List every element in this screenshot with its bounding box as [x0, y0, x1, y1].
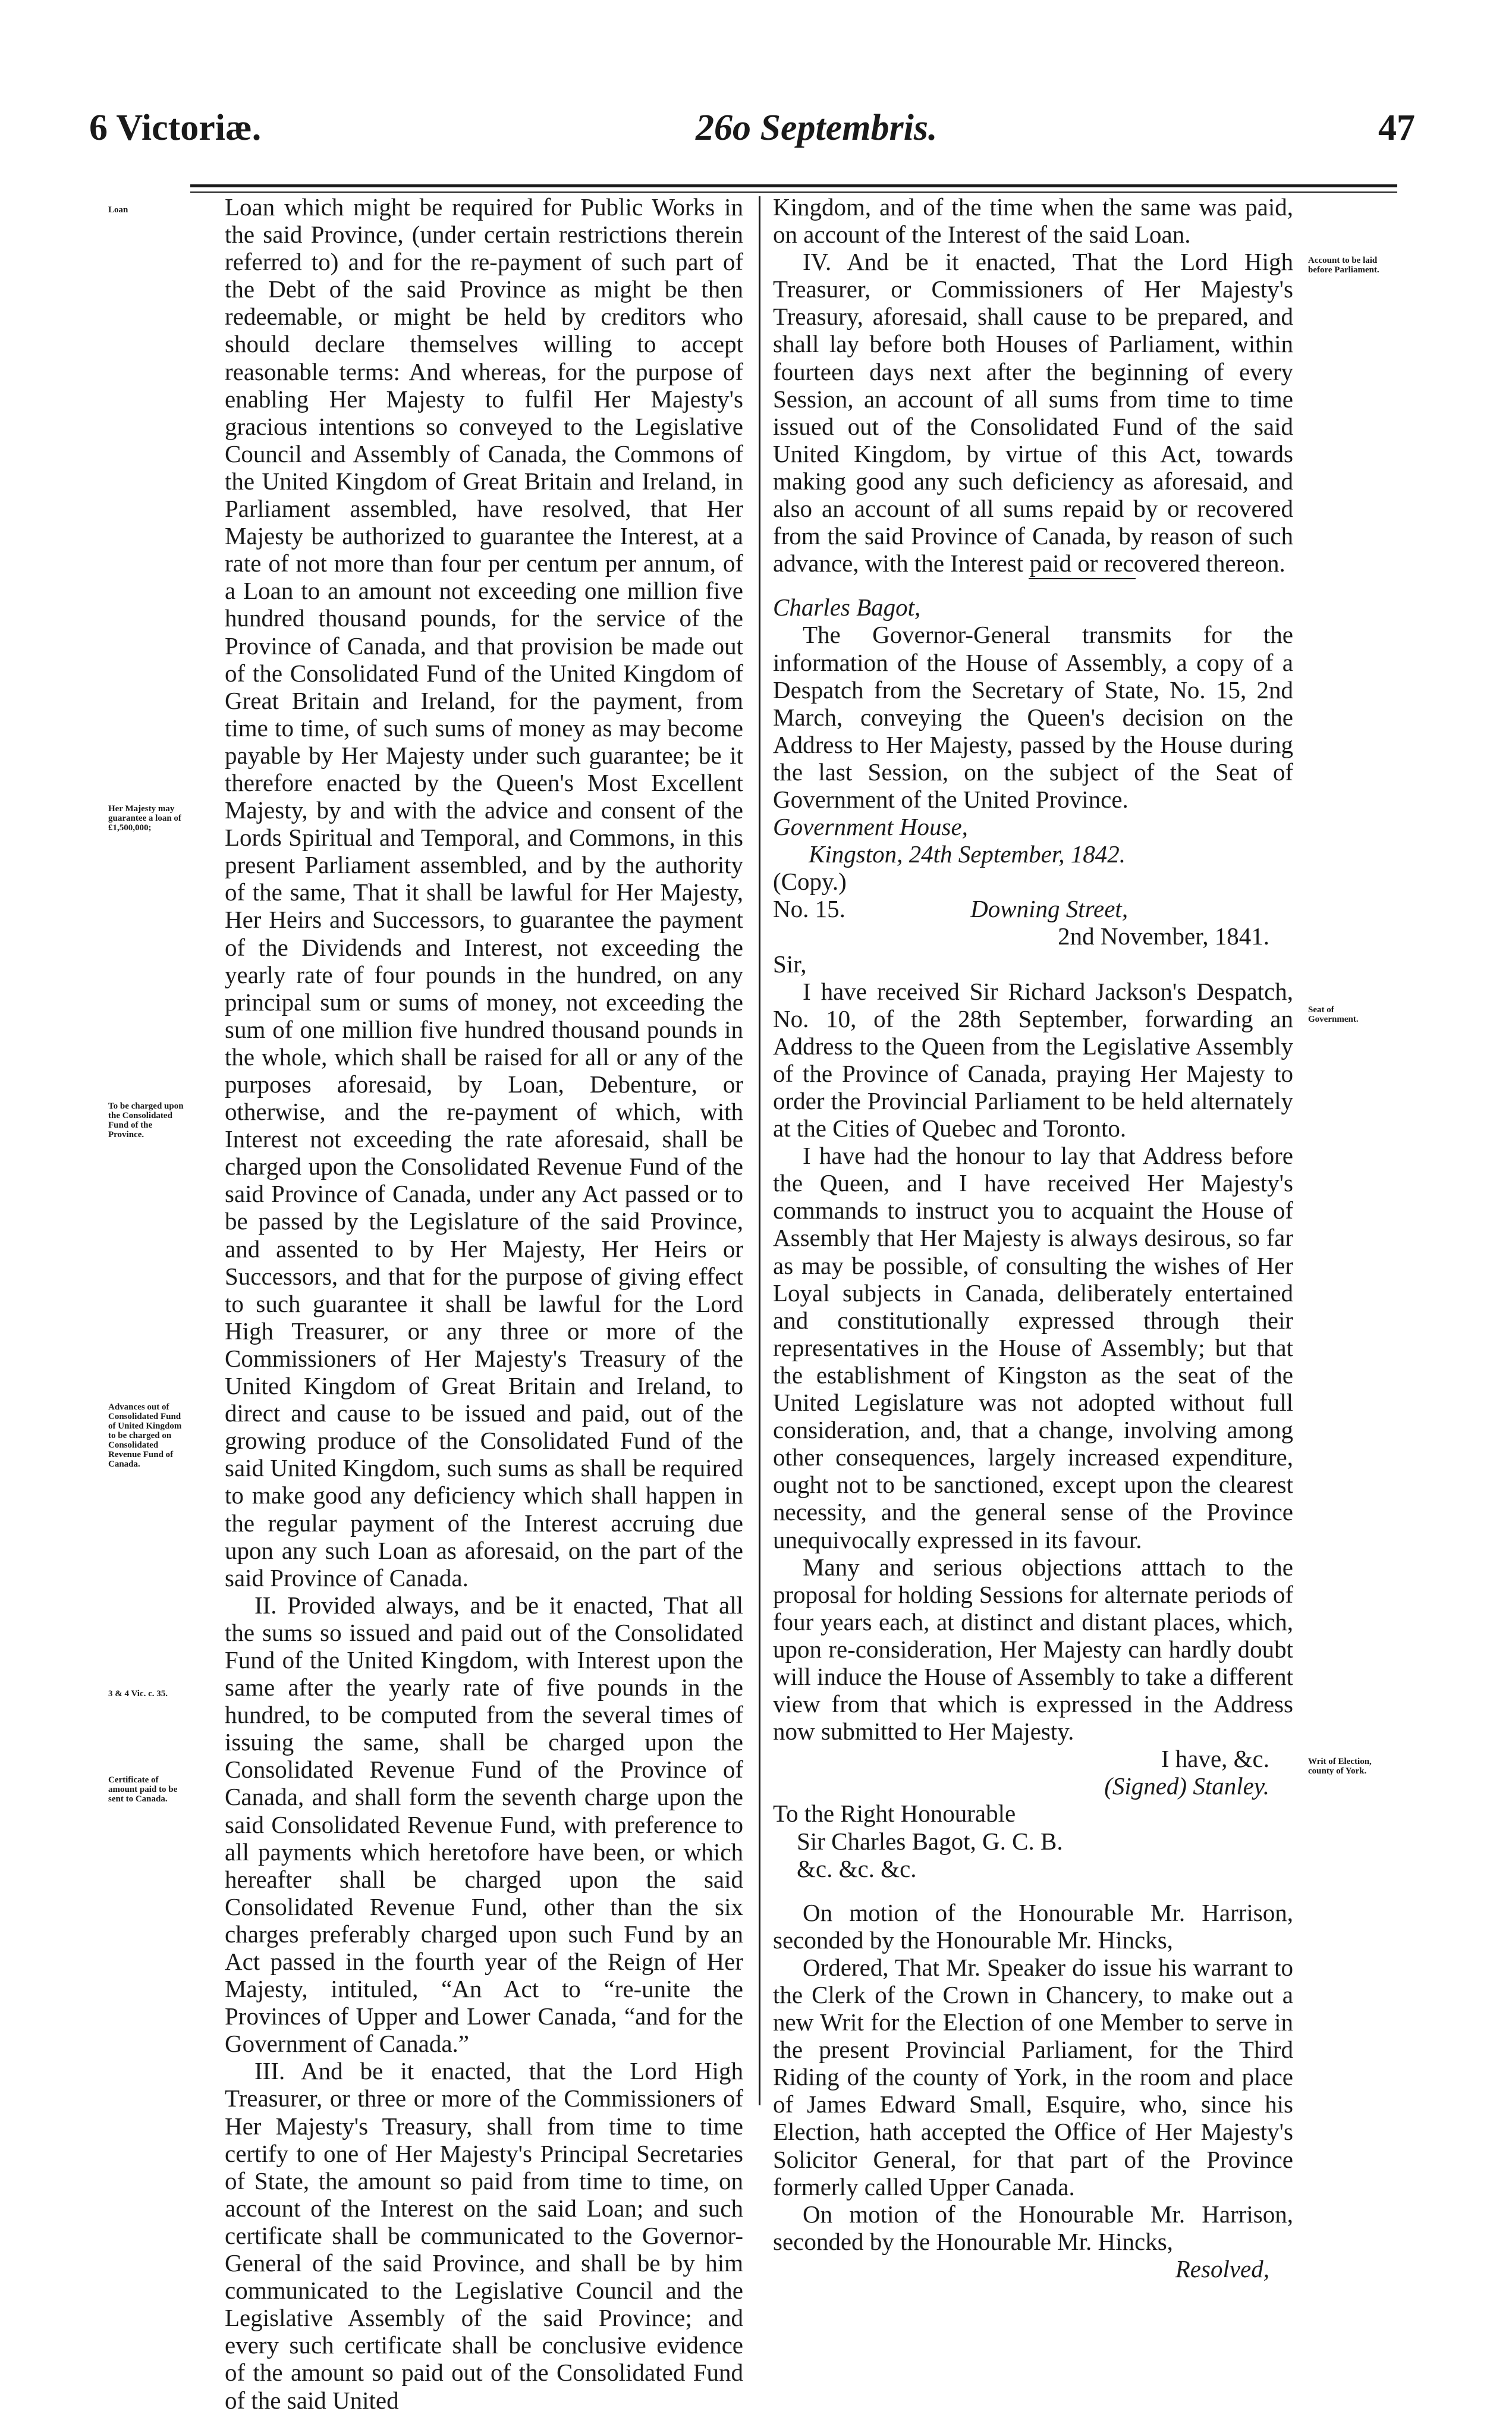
margin-note-act: 3 & 4 Vic. c. 35.	[108, 1689, 168, 1699]
copy-label: (Copy.)	[773, 868, 847, 896]
motion-harrison-1: On motion of the Honourable Mr. Harrison, seconded by the Honourable Mr. Hincks,	[773, 1898, 1293, 1954]
despatch-paragraph-1: I have received Sir Richard Jackson's Despatch, No. 10, of the 28th September, forwarding an Address to the Queen from the Legislative Assembly of the Province of Canada, praying Her Majesty to order the Provincial Parliament to be held alternately at the Cities of Quebec and Toronto.	[773, 977, 1293, 1142]
margin-note-seat: Seat of Government.	[1308, 1005, 1359, 1024]
margin-note-certificate: Certificate of amount paid to be sent to Canada.	[108, 1775, 178, 1804]
signature-bagot: Charles Bagot,	[773, 594, 921, 621]
despatch-header	[773, 895, 1293, 922]
margin-note-guarantee: Her Majesty may guarantee a loan of £1,500,000;	[108, 804, 181, 833]
continuation-paragraph: Kingdom, and of the time when the same was paid, on account of the Interest of the said Loan.	[773, 193, 1293, 249]
addressee-line: To the Right Honourable	[773, 1800, 1016, 1828]
margin-note-charged: To be charged upon the Consolidated Fund of the Province.	[108, 1101, 184, 1139]
ordered-writ-paragraph: Ordered, That Mr. Speaker do issue his warrant to the Clerk of the Crown in Chancery, to make out a new Writ for the Election of one Member to serve in the present Provincial Parliament, for the Third Riding of the county of York, in the room and place of James Edward Small, Esquire, who, since his Election, hath accepted the Office of Her Majesty's Solicitor General, for that part of the Province formerly called Upper Canada.	[773, 1953, 1293, 2200]
resolved-label: Resolved,	[1175, 2255, 1269, 2283]
margin-note-account: Account to be laid before Parliament.	[1308, 256, 1379, 275]
left-column	[225, 193, 743, 2414]
section-ii-paragraph: II. Provided always, and be it enacted, That all the sums so issued and paid out of the Consolidated Fund of the United Kingdom, with Interest upon the same after the yearly rate of five pounds in the hundred, to be computed from the several times of issuing the same, shall be charged upon the Consolidated Revenue Fund of the Province of Canada, and shall form the seventh charge upon the said Consolidated Revenue Fund, with preference to all payments which heretofore have been, or which hereafter shall be charged upon the said Consolidated Revenue Fund, other than the six charges preferably charged upon such Fund by an Act passed in the fourth year of the Reign of Her Majesty, intituled, “An Act to “re-unite the Provinces of Upper and Lower Canada, “and for the Government of Canada.”	[225, 1591, 743, 2058]
despatch-paragraph-2: I have had the honour to lay that Address before the Queen, and I have received Her Majesty's commands to instruct you to acquaint the House of Assembly that Her Majesty is always desirous, so far as may be possible, of consulting the wishes of Her Loyal subjects in Canada, deliberately entertained and constitutionally expressed through their representatives in the House of Assembly; but that the establishment of Kingston as the seat of the United Legislature was not adopted without full consideration, and, that a change, involving among other consequences, largely increased expenditure, ought not to be sanctioned, except upon the clearest necessity, and the general sense of the Province unequivocally expressed in its favour.	[773, 1142, 1293, 1553]
kingston-date: Kingston, 24th September, 1842.	[809, 840, 1126, 868]
addressee-name: Sir Charles Bagot, G. C. B.	[797, 1827, 1063, 1855]
closing-have: I have, &c.	[1161, 1745, 1269, 1773]
signed-stanley: (Signed) Stanley.	[1104, 1772, 1269, 1800]
page-number: 47	[1378, 108, 1415, 148]
session-date: 26o Septembris.	[696, 108, 938, 148]
regnal-year: 6 Victoriæ.	[89, 108, 262, 148]
despatch-paragraph-3: Many and serious objections atttach to the proposal for holding Sessions for alternate periods of four years each, at distinct and distant places, which, upon re-consideration, Her Majesty can hardly doubt will induce the House of Assembly to take a different view from that which is expressed in the Address now submitted to Her Majesty.	[773, 1553, 1293, 1746]
despatch-date: 2nd November, 1841.	[1058, 922, 1269, 950]
margin-note-loan: Loan	[108, 205, 128, 215]
section-iii-paragraph: III. And be it enacted, that the Lord High Treasurer, or three or more of the Commissioners of Her Majesty's Treasury, shall from time to time certify to one of Her Majesty's Principal Secretaries of State, the amount so paid from time to time, on account of the Interest on the said Loan; and such certificate shall be communicated to the Governor-General of the said Province, and shall be by him communicated to the Legislative Council and the Legislative Assembly of the said Province; and every such certificate shall be conclusive evidence of the amount so paid out of the Consolidated Fund of the said United	[225, 2057, 743, 2414]
column-divider	[759, 196, 760, 2105]
despatch-number: No. 15.	[773, 895, 845, 923]
header-rule-thin	[190, 192, 1397, 193]
message-paragraph: The Governor-General transmits for the information of the House of Assembly, a copy of a Despatch from the Secretary of State, No. 15, 2nd March, conveying the Queen's decision on the Address to Her Majesty, passed by the House during the last Session, on the subject of the Seat of Government of the United Province.	[773, 621, 1293, 813]
page-header	[89, 107, 1415, 167]
section-iv-paragraph: IV. And be it enacted, That the Lord High Treasurer, or Commissioners of Her Majesty's Treasury, aforesaid, shall cause to be prepared, and shall lay before both Houses of Parliament, within fourteen days next after the beginning of every Session, an account of all sums from time to time issued out of the Consolidated Fund of the said United Kingdom, by virtue of this Act, towards making good any such deficiency as aforesaid, and also an account of all sums repaid by or recovered from the said Province of Canada, by reason of such advance, with the Interest paid or recovered thereon.	[773, 248, 1293, 577]
motion-harrison-2: On motion of the Honourable Mr. Harrison, seconded by the Honourable Mr. Hincks,	[773, 2200, 1293, 2255]
margin-note-advances: Advances out of Consolidated Fund of United Kingdom to be charged on Consolidated Revenue Fund of Canada.	[108, 1402, 182, 1469]
loan-recital-paragraph: Loan which might be required for Public Works in the said Province, (under certain restrictions therein referred to) and for the re-payment of such part of the Debt of the said Province as might be then redeemable, or might be held by creditors who should declare themselves willing to accept reasonable terms: And whereas, for the purpose of enabling Her Majesty to fulfil Her Majesty's gracious intentions so conveyed to the Legislative Council and Assembly of Canada, the Commons of the United Kingdom of Great Britain and Ireland, in Parliament assembled, have resolved, that Her Majesty be authorized to guarantee the Interest, at a rate of not more than four per centum per annum, of a Loan to an amount not exceeding one million five hundred thousand pounds, for the service of the Province of Canada, and that provision be made out of the Consolidated Fund of the United Kingdom of Great Britain and Ireland, for the payment, from time to time, of such sums of money as may become payable by Her Majesty under such guarantee; be it therefore enacted by the Queen's Most Excellent Majesty, by and with the advice and consent of the Lords Spiritual and Temporal, and Commons, in this present Parliament assembled, and by the authority of the same, That it shall be lawful for Her Majesty, Her Heirs and Successors, to guarantee the payment of the Dividends and Interest, not exceeding the yearly rate of four pounds in the hundred, on any principal sum or sums of money, not exceeding the sum of one million five hundred thousand pounds in the whole, which shall be raised for all or any of the purposes aforesaid, by Loan, Debenture, or otherwise, and the re-payment of which, with Interest not exceeding the rate aforesaid, shall be charged upon the Consolidated Revenue Fund of the said Province of Canada, under any Act passed or to be passed by the Legislature of the said Province, and assented to by Her Majesty, Her Heirs or Successors, and that for the purpose of giving effect to such guarantee it shall be lawful for the Lord High Treasurer, or any three or more of the Commissioners of Her Majesty's Treasury of the United Kingdom of Great Britain and Ireland, to direct and cause to be issued and paid, out of the growing produce of the Consolidated Fund of the said United Kingdom, such sums as shall be required to make good any deficiency which shall happen in the regular payment of the Interest accruing due upon any such Loan as aforesaid, on the part of the said Province of Canada.	[225, 193, 743, 1591]
margin-note-writ: Writ of Election, county of York.	[1308, 1757, 1372, 1776]
header-rule-thick	[190, 184, 1397, 187]
government-house: Government House,	[773, 813, 968, 841]
right-column	[773, 193, 1293, 2283]
etc-line: &c. &c. &c.	[797, 1854, 917, 1882]
salutation: Sir,	[773, 950, 807, 978]
downing-street: Downing Street,	[970, 895, 1129, 923]
